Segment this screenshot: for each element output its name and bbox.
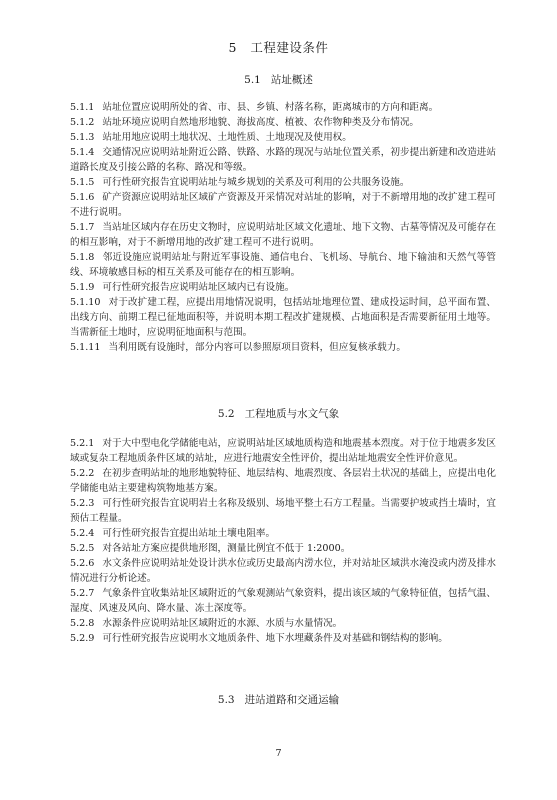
paragraph-5-1-9	[70, 280, 496, 295]
section-title-text: 进站道路和交通运输	[244, 694, 340, 706]
paragraph-number: 5.1.5	[70, 177, 95, 188]
chapter-number: 5	[228, 40, 237, 55]
paragraph-5-1-7	[70, 220, 496, 250]
paragraph-number: 5.2.3	[70, 498, 95, 509]
section-title-5-1	[0, 72, 557, 87]
paragraph-text: 交通情况应说明站址附近公路、铁路、水路的现况与站址位置关系，初步提出新建和改造进站道路长度及引接公路的名称、路况和等级。	[70, 147, 496, 173]
paragraph-text: 当利用既有设施时，部分内容可以参照原项目资料，但应复核承载力。	[108, 342, 406, 353]
paragraph-5-1-8	[70, 250, 496, 280]
paragraph-5-2-3	[70, 496, 496, 526]
paragraph-5-1-3	[70, 130, 496, 145]
paragraph-number: 5.1.9	[70, 282, 95, 293]
paragraph-5-2-4	[70, 526, 496, 541]
paragraph-text: 站址用地应说明土地状况、土地性质、土地现况及使用权。	[102, 132, 352, 143]
section-number: 5.2	[217, 408, 235, 420]
section-title-text: 站址概述	[270, 74, 313, 86]
paragraph-5-1-4	[70, 145, 496, 175]
paragraph-5-1-5	[70, 175, 496, 190]
paragraph-text: 气象条件宜收集站址区域附近的气象观测站气象资料，提出该区域的气象特征值，包括气温、湿度、风速及风向、降水量、冻土深度等。	[70, 588, 496, 614]
paragraph-5-2-7	[70, 586, 496, 616]
paragraph-text: 站址环境应说明自然地形地貌、海拔高度、植被、农作物种类及分布情况。	[102, 117, 420, 128]
paragraph-number: 5.2.5	[70, 543, 95, 554]
paragraph-number: 5.1.6	[70, 192, 95, 203]
paragraph-text: 当站址区域内存在历史文物时，应说明站址区域文化遗址、地下文物、古墓等情况及可能存在的相互影响，对于不新增用地的改扩建工程可不进行说明。	[70, 222, 496, 248]
paragraph-5-2-1	[70, 436, 496, 466]
paragraph-text: 邻近设施应说明站址与附近军事设施、通信电台、飞机场、导航台、地下输油和天然气等管线、环境敏感目标的相互关系及可能存在的相互影响。	[70, 252, 496, 278]
paragraph-5-1-11	[70, 340, 496, 355]
paragraph-number: 5.2.8	[70, 618, 95, 629]
paragraph-5-1-2	[70, 115, 496, 130]
paragraph-5-2-2	[70, 466, 496, 496]
paragraph-5-1-1	[70, 100, 496, 115]
section-title-text: 工程地质与水文气象	[244, 408, 340, 420]
paragraph-5-2-8	[70, 616, 496, 631]
paragraph-number: 5.1.3	[70, 132, 95, 143]
paragraph-5-2-9	[70, 631, 496, 646]
paragraph-text: 水源条件应说明站址区域附近的水源、水质与水量情况。	[102, 618, 343, 629]
paragraph-5-1-6	[70, 190, 496, 220]
paragraph-number: 5.2.7	[70, 588, 95, 599]
paragraph-text: 对于大中型电化学储能电站，应说明站址区域地质构造和地震基本烈度。对于位于地震多发区域或复杂工程地质条件区域的站址，应进行地震安全性评价，提出站址地震安全性评价意见。	[70, 438, 496, 464]
paragraph-number: 5.2.2	[70, 468, 95, 479]
paragraph-number: 5.1.4	[70, 147, 95, 158]
page-number: 7	[275, 748, 282, 759]
section-number: 5.1	[244, 74, 261, 86]
paragraph-number: 5.2.4	[70, 528, 95, 539]
paragraph-5-2-5	[70, 541, 496, 556]
section-5-1-body	[70, 100, 496, 355]
paragraph-text: 对各站址方案应提供地形图，测量比例宜不低于 1:2000。	[102, 543, 351, 554]
paragraph-text: 可行性研究报告宜提出站址土壤电阻率。	[102, 528, 276, 539]
paragraph-text: 可行性研究报告应说明水文地质条件、地下水埋藏条件及对基础和钢结构的影响。	[102, 633, 448, 644]
paragraph-text: 可行性研究报告宜说明岩土名称及级别、场地平整土石方工程量。当需要护坡或挡土墙时，宜预估工程量。	[70, 498, 496, 524]
paragraph-text: 在初步查明站址的地形地貌特征、地层结构、地震烈度、各层岩土状况的基础上，应提出电化学储能电站主要建构筑物地基方案。	[70, 468, 496, 494]
paragraph-number: 5.2.1	[70, 438, 95, 449]
section-number: 5.3	[217, 694, 235, 706]
paragraph-text: 可行性研究报告应说明站址区域内已有设施。	[102, 282, 295, 293]
paragraph-number: 5.1.11	[70, 342, 101, 353]
section-5-2-body	[70, 436, 496, 646]
section-title-5-3	[0, 692, 557, 707]
paragraph-text: 矿产资源应说明站址区域矿产资源及开采情况对站址的影响，对于不新增用地的改扩建工程可不进行说明。	[70, 192, 496, 218]
paragraph-5-2-6	[70, 556, 496, 586]
paragraph-number: 5.1.10	[70, 297, 101, 308]
paragraph-text: 对于改扩建工程，应提出用地情况说明，包括站址地理位置、建成投运时间，总平面布置、出线方向、前期工程已征地面积等，并说明本期工程改扩建规模、占地面积是否需要新征用土地等。当需新征土地时，应说明征地面积与范围。	[70, 297, 496, 338]
paragraph-number: 5.1.1	[70, 102, 95, 113]
paragraph-number: 5.2.6	[70, 558, 95, 569]
paragraph-number: 5.1.7	[70, 222, 95, 233]
chapter-title-text: 工程建设条件	[250, 40, 329, 55]
chapter-title	[0, 38, 557, 56]
paragraph-number: 5.2.9	[70, 633, 95, 644]
paragraph-5-1-10	[70, 295, 496, 340]
paragraph-text: 可行性研究报告宜说明站址与城乡规划的关系及可利用的公共服务设施。	[102, 177, 410, 188]
section-title-5-2	[0, 406, 557, 421]
paragraph-number: 5.1.8	[70, 252, 95, 263]
paragraph-text: 站址位置应说明所处的省、市、县、乡镇、村落名称，距离城市的方向和距离。	[102, 102, 439, 113]
paragraph-text: 水文条件应说明站址处设计洪水位或历史最高内涝水位，并对站址区域洪水淹没或内涝及排水情况进行分析论述。	[70, 558, 496, 584]
paragraph-number: 5.1.2	[70, 117, 95, 128]
